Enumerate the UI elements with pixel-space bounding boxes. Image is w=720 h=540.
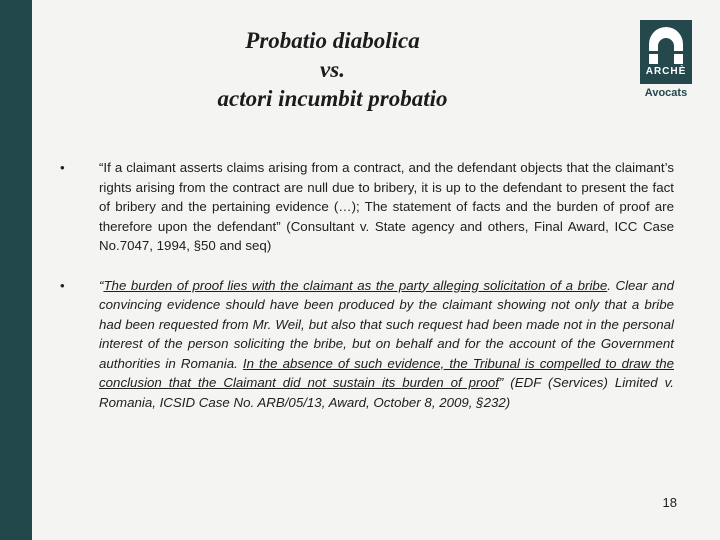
logo-name: ARCHÈ [645, 66, 687, 77]
underlined-passage-2: In the absence of such evidence, the Tribunal is compelled to draw the conclusion that the Claimant did not sustain its burden of proof [99, 355, 674, 390]
underlined-passage-1: The burden of proof lies with the claimant as the party alleging solicitation of a bribe [103, 277, 608, 293]
slide-title [150, 26, 515, 113]
logo-subtitle: Avocats [644, 87, 688, 99]
bullet-list [60, 158, 674, 412]
title-line-3: actori incumbit probatio [217, 86, 448, 111]
arche-logo [636, 20, 696, 102]
citation: ” (EDF (Services) Limited v. Romania, ICSID Case No. ARB/05/13, Award, October 8, 2009, §232) [99, 375, 674, 410]
bullet-item-1 [60, 158, 674, 256]
bullet-marker: • [60, 160, 65, 175]
bullet-text-2 [99, 276, 674, 413]
left-side-bar [0, 0, 32, 540]
title-line-2: vs. [320, 57, 345, 82]
page-number: 18 [662, 495, 677, 510]
bullet-marker: • [60, 277, 65, 293]
quote-body: . Clear and convincing evidence should have been produced by the claimant showing not only that a bribe had been requested from Mr. Weil, but also that such request had been made not in the personal interest of the person soliciting the bribe, but on behalf and for the account of the Government authorities in Romania. [99, 277, 674, 371]
title-line-1: Probatio diabolica [245, 28, 420, 53]
bullet-text-1 [99, 158, 674, 256]
open-quote: “ [99, 277, 104, 293]
bullet-item-2 [60, 276, 674, 413]
quote-text: “If a claimant asserts claims arising from a contract, and the defendant objects that the claimant’s rights arising from the contract are null due to bribery, it is up to the defendant to present the fact of bribery and the pertaining evidence (…); The statement of facts and the burden of proof are therefore upon the defendant” (Consultant v. State agency and others, Final Award, ICC Case No.7047, 1994, §50 and seq) [99, 160, 674, 253]
